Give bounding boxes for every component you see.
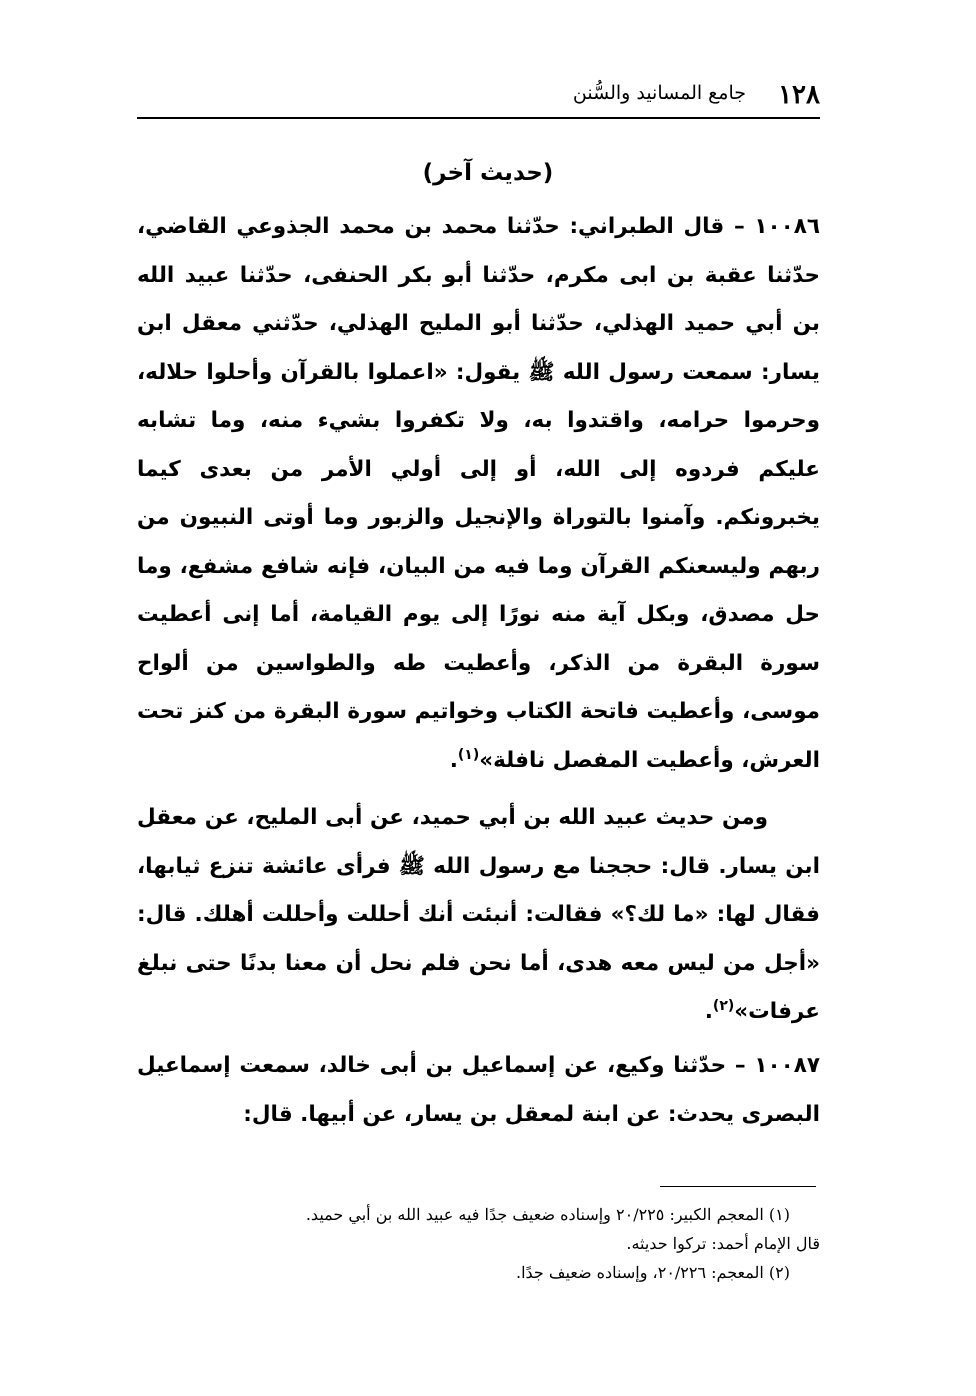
footnote-1-line-1: (١) المعجم الكبير: ٢٠/٢٢٥ وإسناده ضعيف جدًا فيه عبيد الله بن أبي حميد. [305,1205,790,1224]
running-title: جامع المسانيد والسُّنن [572,82,746,104]
footnote-ref-1[interactable]: (١) [457,746,480,763]
hadith-10086-paragraph [137,203,820,785]
footnote-2: (٢) المعجم: ٢٠/٢٢٦، وإسناده ضعيف جدًا. [515,1263,790,1282]
hadith-variant-paragraph [137,794,820,1037]
footnote-rule [660,1186,816,1187]
footnotes [137,1200,820,1287]
section-title: (حديث آخر) [422,160,554,186]
paragraph-end: . [449,747,458,773]
footnote-ref-2[interactable]: (٢) [712,997,735,1014]
footnote-1-line-2: قال الإمام أحمد: تركوا حديثه. [626,1234,820,1253]
page-number: ١٢٨ [778,80,820,110]
paragraph-text: ١٠٠٨٦ – قال الطبراني: حدّثنا محمد بن محمد الجذوعي القاضي، حدّثنا عقبة بن ابى مكرم، حدّثنا أبو بكر الحنفى، حدّثنا عبيد الله بن أبي حميد الهذلي، حدّثنا أبو المليح الهذلي، حدّثني معقل ابن يسار: سمعت رسول الله ﷺ يقول: «اعملوا بالقرآن وأحلوا حلاله، وحرموا حرامه، واقتدوا به، ولا تكفروا بشيء منه، وما تشابه عليكم فردوه إلى الله، أو إلى أولي الأمر من بعدى كيما يخبرونكم. وآمنوا بالتوراة والإنجيل والزبور وما أوتى النبيون من ربهم وليسعنكم القرآن وما فيه من البيان، فإنه شافع مشفع، وما حل مصدق، وبكل آية منه نورًا إلى يوم القيامة، أما إنى أعطيت سورة البقرة من الذكر، وأعطيت طه والطواسين من ألواح موسى، وأعطيت فاتحة الكتاب وخواتيم سورة البقرة من كنز تحت العرش، وأعطيت المفصل نافلة» [137,214,820,773]
hadith-10087-paragraph [137,1042,820,1139]
page-header [137,74,820,116]
paragraph-end: . [704,999,713,1024]
paragraph-text: ١٠٠٨٧ – حدّثنا وكيع، عن إسماعيل بن أبى خالد، سمعت إسماعيل البصرى يحدث: عن ابنة لمعقل بن يسار، عن أبيها. قال: [137,1053,820,1127]
header-rule [137,117,820,119]
paragraph-text: ومن حديث عبيد الله بن أبي حميد، عن أبى المليح، عن معقل ابن يسار. قال: حججنا مع رسول الله ﷺ فرأى عائشة تنزع ثيابها، فقال لها: «ما لك؟» فقالت: أنبئت أنك أحللت وأحللت أهلك. قال: «أجل من ليس معه هدى، أما نحن فلم نحل أن معنا بدنًا حتى نبلغ عرفات» [137,805,820,1024]
